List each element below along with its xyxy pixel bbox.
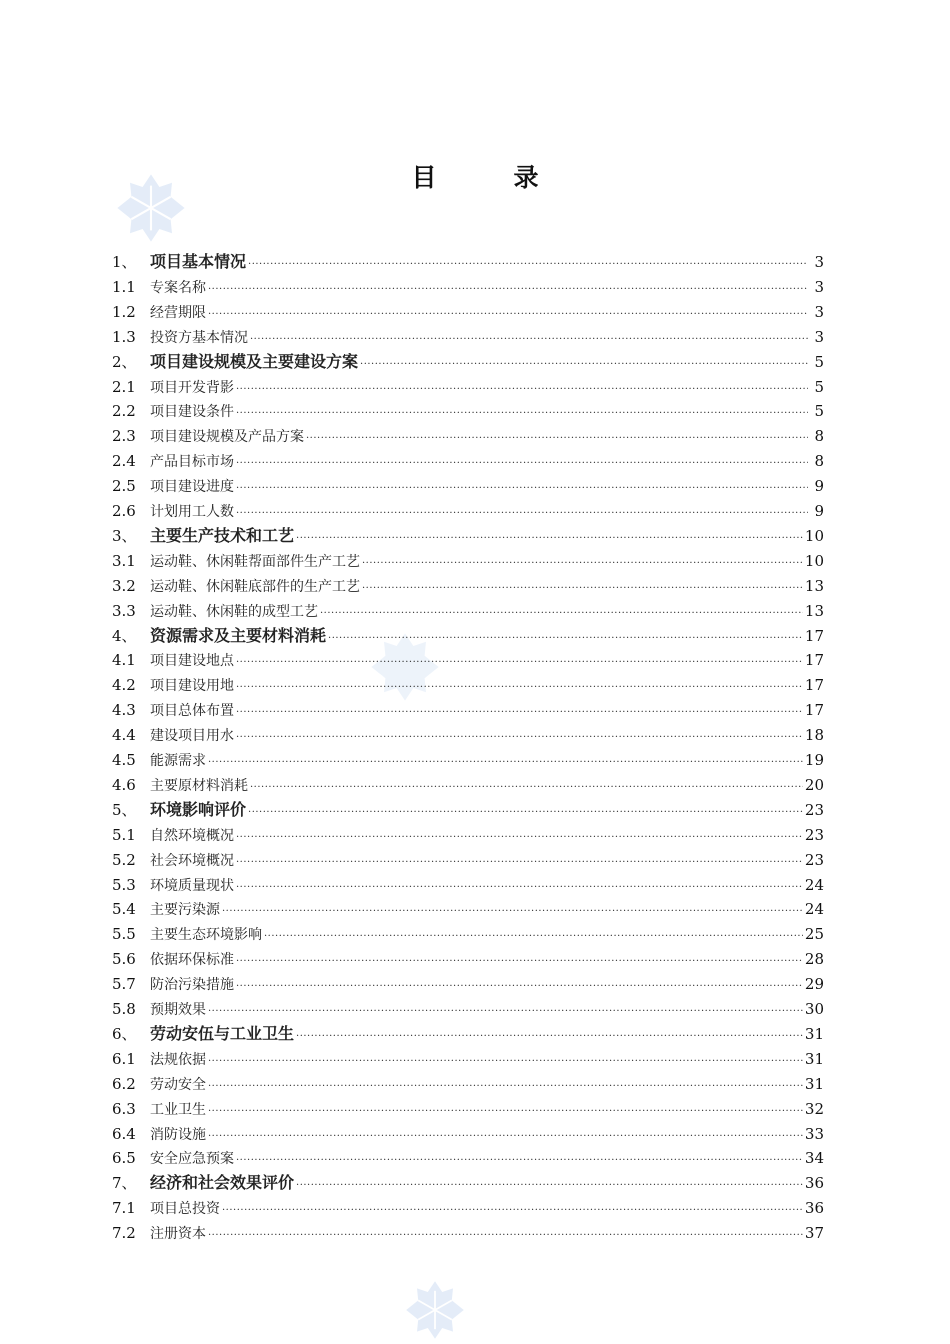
- toc-entry[interactable]: [112, 873, 824, 897]
- toc-entry[interactable]: [112, 624, 824, 648]
- toc-entry-page: 31: [804, 1074, 824, 1093]
- snowflake-watermark-icon: [405, 1280, 465, 1340]
- toc-entry[interactable]: [112, 399, 824, 423]
- toc-entry-number: 1.2: [112, 302, 136, 321]
- toc-dot-leader: [208, 1125, 803, 1149]
- toc-entry[interactable]: [112, 424, 824, 448]
- toc-entry[interactable]: [112, 1171, 824, 1195]
- toc-entry-number: 3、: [112, 526, 137, 545]
- toc-entry-number: 6.2: [112, 1074, 136, 1093]
- toc-entry-page: 10: [804, 526, 824, 545]
- toc-entry-number: 6.3: [112, 1099, 136, 1118]
- toc-entry-number: 2.2: [112, 402, 136, 421]
- toc-entry-title: 产品目标市场: [150, 454, 234, 471]
- toc-dot-leader: [296, 527, 803, 551]
- toc-entry-number: 5.7: [112, 975, 136, 994]
- toc-entry-number: 2.1: [112, 377, 136, 396]
- toc-entry[interactable]: [112, 1022, 824, 1046]
- toc-entry-page: 17: [804, 651, 824, 670]
- toc-entry[interactable]: [112, 350, 824, 374]
- toc-entry-title: 主要污染源: [150, 902, 220, 919]
- toc-entry-title: 安全应急预案: [150, 1151, 234, 1168]
- toc-entry-title: 防治污染措施: [150, 977, 234, 994]
- toc-entry[interactable]: [112, 748, 824, 772]
- toc-entry[interactable]: [112, 1221, 824, 1245]
- toc-entry[interactable]: [112, 499, 824, 523]
- toc-dot-leader: [222, 1199, 803, 1223]
- toc-entry-title: 项目建设条件: [150, 404, 234, 421]
- toc-entry-title: 项目建设地点: [150, 653, 234, 670]
- toc-entry-page: 5: [814, 402, 824, 421]
- toc-entry-page: 3: [814, 327, 824, 346]
- toc-entry-page: 33: [804, 1124, 824, 1143]
- toc-entry-page: 23: [804, 850, 824, 869]
- toc-entry-title: 消防设施: [150, 1126, 206, 1143]
- toc-entry-title: 主要原材料消耗: [150, 777, 248, 794]
- toc-entry-page: 17: [804, 676, 824, 695]
- toc-entry-title: 劳动安伍与工业卫生: [150, 1023, 295, 1043]
- toc-entry[interactable]: [112, 300, 824, 324]
- toc-entry-number: 7.2: [112, 1224, 136, 1243]
- toc-entry[interactable]: [112, 897, 824, 921]
- toc-entry[interactable]: [112, 599, 824, 623]
- toc-entry-number: 5.6: [112, 950, 136, 969]
- toc-dot-leader: [222, 900, 803, 924]
- toc-entry-number: 5.4: [112, 900, 136, 919]
- toc-entry-page: 23: [804, 825, 824, 844]
- toc-entry[interactable]: [112, 823, 824, 847]
- toc-entry-title: 环境质量现状: [150, 877, 234, 894]
- toc-entry[interactable]: [112, 698, 824, 722]
- toc-entry[interactable]: [112, 648, 824, 672]
- toc-entry-page: 8: [814, 452, 824, 471]
- toc-dot-leader: [236, 826, 803, 850]
- toc-entry-number: 3.3: [112, 601, 136, 620]
- toc-dot-leader: [236, 950, 803, 974]
- toc-entry[interactable]: [112, 723, 824, 747]
- toc-entry-number: 4、: [112, 626, 137, 645]
- toc-dot-leader: [362, 552, 803, 576]
- toc-entry-number: 4.6: [112, 775, 136, 794]
- toc-entry[interactable]: [112, 773, 824, 797]
- toc-entry-page: 13: [804, 576, 824, 595]
- toc-entry-title: 运动鞋、休闲鞋底部件的生产工艺: [150, 578, 360, 595]
- toc-dot-leader: [208, 751, 803, 775]
- toc-entry-number: 3.1: [112, 551, 136, 570]
- toc-entry-title: 劳动安全: [150, 1076, 206, 1093]
- toc-entry[interactable]: [112, 549, 824, 573]
- toc-entry-page: 24: [804, 900, 824, 919]
- toc-entry-page: 3: [814, 277, 824, 296]
- toc-dot-leader: [236, 502, 808, 526]
- toc-entry-title: 能源需求: [150, 753, 206, 769]
- toc-entry-title: 工业卫生: [150, 1101, 206, 1118]
- toc-entry-title: 自然环境概况: [150, 827, 234, 844]
- toc-entry-number: 4.2: [112, 676, 136, 695]
- toc-dot-leader: [236, 1149, 803, 1173]
- toc-dot-leader: [248, 253, 808, 277]
- toc-entry-title: 经济和社会效果评价: [150, 1173, 295, 1193]
- toc-entry[interactable]: [112, 524, 824, 548]
- toc-dot-leader: [296, 1174, 803, 1198]
- toc-entry-page: 9: [814, 502, 824, 520]
- toc-entry-number: 2.4: [112, 452, 136, 471]
- toc-dot-leader: [236, 676, 803, 700]
- toc-entry-title: 依据环保标准: [150, 952, 234, 969]
- toc-entry-title: 主要生态环境影响: [150, 927, 262, 944]
- toc-entry-title: 主要生产技术和工艺: [150, 525, 295, 545]
- toc-entry[interactable]: [112, 1146, 824, 1170]
- toc-entry-page: 5: [814, 352, 824, 371]
- toc-entry-page: 23: [804, 800, 824, 819]
- toc-entry-page: 19: [804, 751, 824, 769]
- toc-entry-page: 36: [804, 1199, 824, 1218]
- toc-dot-leader: [328, 627, 803, 651]
- toc-entry[interactable]: [112, 1122, 824, 1146]
- toc-entry-page: 32: [804, 1099, 824, 1118]
- toc-dot-leader: [208, 1000, 803, 1024]
- toc-entry[interactable]: [112, 922, 824, 946]
- toc-entry-title: 项目总投资: [150, 1201, 220, 1218]
- toc-entry-page: 9: [814, 477, 824, 496]
- toc-entry-title: 运动鞋、休闲鞋的成型工艺: [150, 603, 318, 620]
- toc-entry-number: 7.1: [112, 1199, 136, 1218]
- toc-entry-number: 4.3: [112, 701, 136, 720]
- toc-entry-number: 3.2: [112, 576, 136, 595]
- toc-entry-number: 1.1: [112, 277, 136, 296]
- toc-entry-title: 计划用工人数: [150, 504, 234, 520]
- toc-dot-leader: [360, 353, 808, 377]
- toc-dot-leader: [236, 851, 803, 875]
- toc-entry-number: 5.8: [112, 1000, 136, 1018]
- toc-entry-page: 8: [814, 427, 824, 446]
- toc-entry-title: 注册资本: [150, 1226, 206, 1243]
- toc-entry[interactable]: [112, 972, 824, 996]
- toc-entry-number: 5.1: [112, 825, 136, 844]
- toc-dot-leader: [236, 477, 808, 501]
- toc-entry-title: 法规依据: [150, 1051, 206, 1068]
- toc-entry-number: 6.1: [112, 1049, 136, 1068]
- toc-entry-title: 投资方基本情况: [150, 329, 248, 346]
- toc-entry-title: 项目建设规模及产品方案: [150, 429, 304, 446]
- toc-entry-title: 经营期限: [150, 304, 206, 321]
- toc-entry-page: 36: [804, 1174, 824, 1193]
- toc-entry-page: 18: [804, 726, 824, 745]
- toc-entry[interactable]: [112, 474, 824, 498]
- toc-entry[interactable]: [112, 673, 824, 697]
- toc-entry-page: 28: [804, 950, 824, 969]
- toc-dot-leader: [236, 402, 808, 426]
- toc-entry-page: 3: [814, 253, 824, 271]
- toc-entry-number: 5.3: [112, 875, 136, 894]
- toc-dot-leader: [208, 1050, 803, 1074]
- toc-dot-leader: [320, 602, 803, 626]
- toc-entry-number: 5、: [112, 800, 137, 819]
- toc-dot-leader: [236, 975, 803, 999]
- toc-entry-number: 2.3: [112, 427, 136, 446]
- toc-entry-title: 项目建设规模及主要建设方案: [150, 351, 359, 371]
- toc-entry-title: 专案名称: [150, 279, 206, 296]
- toc-entry-number: 4.5: [112, 751, 136, 769]
- toc-entry-title: 资源需求及主要材料消耗: [150, 625, 327, 645]
- toc-dot-leader: [306, 427, 808, 451]
- toc-dot-leader: [208, 303, 808, 327]
- toc-entry-title: 项目建设用地: [150, 678, 234, 695]
- toc-dot-leader: [236, 378, 808, 402]
- toc-entry-page: 37: [804, 1224, 824, 1243]
- toc-dot-leader: [236, 651, 803, 675]
- toc-entry-number: 6、: [112, 1024, 137, 1043]
- toc-entry[interactable]: [112, 574, 824, 598]
- toc-entry[interactable]: [112, 848, 824, 872]
- toc-entry-number: 1.3: [112, 327, 136, 346]
- toc-entry-page: 24: [804, 875, 824, 894]
- toc-entry-page: 3: [814, 302, 824, 321]
- toc-entry-number: 2.6: [112, 502, 136, 520]
- toc-entry-page: 30: [804, 1000, 824, 1018]
- toc-dot-leader: [236, 452, 808, 476]
- toc-entry-title: 环境影响评价: [150, 799, 247, 819]
- toc-entry[interactable]: [112, 1047, 824, 1071]
- toc-dot-leader: [236, 701, 803, 725]
- toc-entry[interactable]: [112, 1072, 824, 1096]
- toc-entry[interactable]: [112, 449, 824, 473]
- toc-entry-title: 社会环境概况: [150, 852, 234, 869]
- toc-entry-number: 7、: [112, 1174, 137, 1193]
- toc-dot-leader: [264, 925, 803, 949]
- toc-entry-number: 6.4: [112, 1124, 136, 1143]
- toc-dot-leader: [250, 328, 808, 352]
- toc-entry[interactable]: [112, 375, 824, 399]
- toc-entry-title: 项目开发背影: [150, 379, 234, 396]
- toc-entry-page: 31: [804, 1049, 824, 1068]
- toc-dot-leader: [248, 801, 803, 825]
- toc-dot-leader: [236, 726, 803, 750]
- toc-entry-number: 4.4: [112, 726, 136, 745]
- toc-entry-title: 运动鞋、休闲鞋帮面部件生产工艺: [150, 553, 360, 570]
- toc-dot-leader: [296, 1025, 803, 1049]
- toc-entry-title: 项目总体布置: [150, 703, 234, 720]
- toc-entry[interactable]: [112, 1097, 824, 1121]
- toc-entry-page: 17: [804, 626, 824, 645]
- toc-entry[interactable]: [112, 798, 824, 822]
- toc-entry[interactable]: [112, 997, 824, 1021]
- toc-entry-number: 2.5: [112, 477, 136, 496]
- toc-entry-page: 29: [804, 975, 824, 994]
- toc-entry-page: 13: [804, 601, 824, 620]
- toc-entry-number: 5.5: [112, 925, 136, 944]
- toc-entry-title: 建设项目用水: [150, 728, 234, 745]
- toc-entry-number: 2、: [112, 352, 137, 371]
- page-title: 目 录: [411, 163, 565, 192]
- toc-dot-leader: [362, 577, 803, 601]
- toc-entry-title: 项目建设进度: [150, 479, 234, 496]
- toc-dot-leader: [208, 1100, 803, 1124]
- toc-dot-leader: [236, 876, 803, 900]
- toc-entry-page: 5: [814, 377, 824, 396]
- toc-entry-number: 1、: [112, 253, 137, 271]
- toc-entry-page: 31: [804, 1024, 824, 1043]
- toc-entry-page: 10: [804, 551, 824, 570]
- toc-entry[interactable]: [112, 1196, 824, 1220]
- toc-dot-leader: [208, 278, 808, 302]
- toc-entry[interactable]: [112, 250, 824, 274]
- toc-dot-leader: [208, 1224, 803, 1248]
- toc-entry-number: 6.5: [112, 1149, 136, 1168]
- toc-entry-page: 34: [804, 1149, 824, 1168]
- toc-dot-leader: [208, 1075, 803, 1099]
- toc-entry[interactable]: [112, 947, 824, 971]
- toc-dot-leader: [250, 776, 803, 800]
- toc-entry-title: 项目基本情况: [150, 252, 247, 271]
- toc-entry-page: 17: [804, 701, 824, 720]
- toc-entry-page: 20: [804, 775, 824, 794]
- toc-entry[interactable]: [112, 275, 824, 299]
- toc-entry-number: 4.1: [112, 651, 136, 670]
- toc-entry[interactable]: [112, 325, 824, 349]
- toc-entry-page: 25: [804, 925, 824, 944]
- toc-entry-title: 预期效果: [150, 1002, 206, 1018]
- toc-entry-number: 5.2: [112, 850, 136, 869]
